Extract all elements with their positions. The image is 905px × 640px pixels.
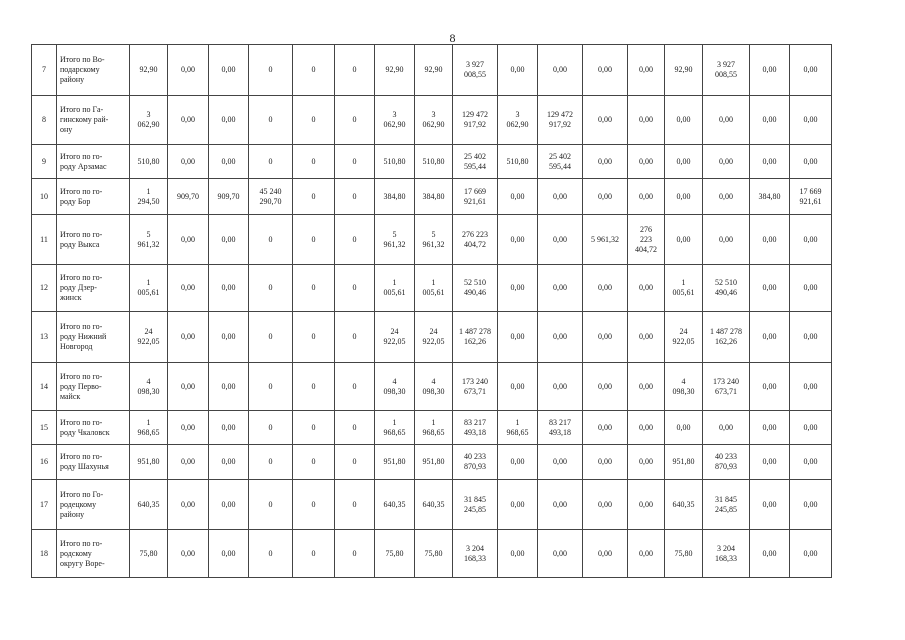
table-cell: 1 005,61 (415, 265, 453, 312)
table-cell: 5 961,32 (375, 215, 415, 265)
table-cell: 0 (293, 265, 335, 312)
table-cell: 0 (249, 45, 293, 96)
table-cell: 640,35 (415, 480, 453, 530)
table-cell: 0,00 (665, 411, 703, 445)
table-cell: 0,00 (750, 145, 790, 179)
table-cell: 0,00 (628, 145, 665, 179)
table-cell: 0,00 (538, 363, 583, 411)
table-row (32, 480, 832, 530)
table-cell: 0,00 (583, 312, 628, 363)
table-cell: 0 (293, 363, 335, 411)
table-cell: 0,00 (628, 411, 665, 445)
table-cell: 129 472 917,92 (538, 96, 583, 145)
table-cell: 0,00 (665, 96, 703, 145)
table-row (32, 265, 832, 312)
table-row (32, 363, 832, 411)
table-cell: 0 (249, 480, 293, 530)
table-cell: 0,00 (750, 215, 790, 265)
table-cell: 0 (335, 445, 375, 480)
table-cell: 0 (335, 215, 375, 265)
row-number: 10 (32, 179, 57, 215)
table-cell: 3 062,90 (415, 96, 453, 145)
table-cell: 0,00 (538, 480, 583, 530)
table-cell: 384,80 (750, 179, 790, 215)
table-cell: 0 (249, 96, 293, 145)
table-cell: 0 (293, 411, 335, 445)
table-cell: 3 204 168,33 (453, 530, 498, 578)
table-cell: 0,00 (209, 445, 249, 480)
table-cell: 0 (335, 96, 375, 145)
table-cell: 0,00 (498, 265, 538, 312)
table-cell: 0,00 (703, 145, 750, 179)
table-cell: 0,00 (750, 363, 790, 411)
table-cell: 0,00 (790, 363, 832, 411)
table-cell: 0,00 (583, 480, 628, 530)
row-number: 13 (32, 312, 57, 363)
row-number: 16 (32, 445, 57, 480)
table-cell: 129 472 917,92 (453, 96, 498, 145)
table-cell: 0,00 (168, 265, 209, 312)
table-cell: 0,00 (498, 45, 538, 96)
table-cell: 0,00 (790, 96, 832, 145)
table-cell: 0,00 (703, 179, 750, 215)
table-cell: 0,00 (538, 530, 583, 578)
table-cell: 1 968,65 (415, 411, 453, 445)
table-cell: 0,00 (665, 179, 703, 215)
table-cell: 0,00 (538, 179, 583, 215)
table-cell: 0 (293, 96, 335, 145)
table-cell: 384,80 (415, 179, 453, 215)
table-cell: 0,00 (790, 145, 832, 179)
table-cell: 0,00 (583, 411, 628, 445)
table-cell: 909,70 (168, 179, 209, 215)
table-cell: 75,80 (665, 530, 703, 578)
table-cell: 0,00 (790, 480, 832, 530)
table-cell: 0,00 (538, 215, 583, 265)
table-cell: 0 (335, 312, 375, 363)
row-name: Итого по го- роду Перво- майск (57, 363, 130, 411)
table-cell: 1 487 278 162,26 (703, 312, 750, 363)
table-cell: 92,90 (665, 45, 703, 96)
table-cell: 0,00 (628, 312, 665, 363)
table-cell: 31 845 245,85 (453, 480, 498, 530)
table-cell: 0 (335, 45, 375, 96)
table-cell: 0,00 (750, 96, 790, 145)
table-cell: 510,80 (375, 145, 415, 179)
table-cell: 0 (249, 530, 293, 578)
table-cell: 0,00 (168, 215, 209, 265)
table-cell: 31 845 245,85 (703, 480, 750, 530)
table-cell: 0,00 (538, 265, 583, 312)
page-number: 8 (449, 31, 456, 45)
table-cell: 0 (335, 530, 375, 578)
table-cell: 0,00 (168, 445, 209, 480)
table-cell: 24 922,05 (415, 312, 453, 363)
table-cell: 640,35 (130, 480, 168, 530)
row-name: Итого по го- родскому округу Воре- (57, 530, 130, 578)
table-row (32, 179, 832, 215)
table-cell: 0,00 (628, 265, 665, 312)
table-row (32, 530, 832, 578)
table-cell: 0,00 (703, 215, 750, 265)
table-cell: 0,00 (750, 265, 790, 312)
table-cell: 0,00 (498, 363, 538, 411)
table-cell: 0,00 (209, 265, 249, 312)
table-cell: 0,00 (628, 445, 665, 480)
table-cell: 0,00 (209, 411, 249, 445)
table-cell: 0,00 (168, 145, 209, 179)
row-number: 11 (32, 215, 57, 265)
table-cell: 0,00 (583, 445, 628, 480)
table-cell: 0,00 (209, 215, 249, 265)
table-cell: 0,00 (790, 530, 832, 578)
table-cell: 640,35 (375, 480, 415, 530)
row-name: Итого по Го- родецкому району (57, 480, 130, 530)
data-table (31, 44, 832, 578)
table-cell: 0,00 (168, 96, 209, 145)
table-cell: 0,00 (209, 363, 249, 411)
table-cell: 17 669 921,61 (453, 179, 498, 215)
table-cell: 510,80 (498, 145, 538, 179)
table-cell: 1 968,65 (130, 411, 168, 445)
table-cell: 0,00 (209, 480, 249, 530)
table-cell: 92,90 (415, 45, 453, 96)
table-cell: 0,00 (168, 312, 209, 363)
table-cell: 276 223 404,72 (453, 215, 498, 265)
table-cell: 0,00 (750, 45, 790, 96)
table-cell: 0,00 (209, 530, 249, 578)
table-cell: 951,80 (665, 445, 703, 480)
table-cell: 0 (335, 480, 375, 530)
table-cell: 52 510 490,46 (703, 265, 750, 312)
table-cell: 0 (293, 445, 335, 480)
table-cell: 0,00 (498, 312, 538, 363)
table-cell: 0,00 (628, 96, 665, 145)
table-cell: 4 098,30 (375, 363, 415, 411)
table-cell: 276 223 404,72 (628, 215, 665, 265)
table-cell: 0 (293, 215, 335, 265)
row-name: Итого по го- роду Дзер- жинск (57, 265, 130, 312)
table-cell: 0 (293, 480, 335, 530)
table-cell: 5 961,32 (415, 215, 453, 265)
table-cell: 0 (293, 179, 335, 215)
table-cell: 0,00 (665, 215, 703, 265)
table-cell: 0,00 (628, 45, 665, 96)
table-cell: 0,00 (628, 480, 665, 530)
row-number: 15 (32, 411, 57, 445)
table-cell: 0,00 (583, 265, 628, 312)
table-cell: 24 922,05 (375, 312, 415, 363)
table-cell: 92,90 (130, 45, 168, 96)
table-cell: 0,00 (498, 480, 538, 530)
table-cell: 0 (249, 445, 293, 480)
row-number: 12 (32, 265, 57, 312)
table-cell: 0,00 (750, 530, 790, 578)
table-cell: 5 961,32 (583, 215, 628, 265)
table-cell: 0 (335, 265, 375, 312)
table-cell: 0 (293, 530, 335, 578)
table-cell: 40 233 870,93 (453, 445, 498, 480)
table-cell: 25 402 595,44 (453, 145, 498, 179)
table-cell: 83 217 493,18 (538, 411, 583, 445)
table-cell: 1 968,65 (498, 411, 538, 445)
table-cell: 909,70 (209, 179, 249, 215)
table-cell: 17 669 921,61 (790, 179, 832, 215)
row-name: Итого по Га- гинскому рай- ону (57, 96, 130, 145)
table-cell: 0,00 (168, 411, 209, 445)
table-cell: 0,00 (665, 145, 703, 179)
table-cell: 0 (293, 312, 335, 363)
table-cell: 0 (249, 145, 293, 179)
table-cell: 951,80 (375, 445, 415, 480)
table-row (32, 215, 832, 265)
table-cell: 3 062,90 (498, 96, 538, 145)
table-cell: 1 005,61 (665, 265, 703, 312)
table-cell: 0 (293, 45, 335, 96)
table-cell: 0,00 (583, 363, 628, 411)
table-cell: 0 (335, 179, 375, 215)
table-cell: 0,00 (209, 45, 249, 96)
table-cell: 0,00 (209, 145, 249, 179)
table-cell: 951,80 (130, 445, 168, 480)
table-cell: 83 217 493,18 (453, 411, 498, 445)
table-cell: 0 (335, 411, 375, 445)
table-cell: 40 233 870,93 (703, 445, 750, 480)
table-cell: 92,90 (375, 45, 415, 96)
table-cell: 25 402 595,44 (538, 145, 583, 179)
table-cell: 0 (293, 145, 335, 179)
table-cell: 0,00 (538, 45, 583, 96)
table-cell: 52 510 490,46 (453, 265, 498, 312)
table-cell: 3 062,90 (130, 96, 168, 145)
table-cell: 0,00 (790, 215, 832, 265)
table-cell: 3 204 168,33 (703, 530, 750, 578)
table-row (32, 445, 832, 480)
table-cell: 0,00 (168, 480, 209, 530)
table-cell: 3 927 008,55 (703, 45, 750, 96)
table-cell: 0,00 (498, 530, 538, 578)
row-name: Итого по го- роду Выкса (57, 215, 130, 265)
table-cell: 0,00 (750, 445, 790, 480)
table-row (32, 96, 832, 145)
table-cell: 0,00 (168, 363, 209, 411)
table-cell: 24 922,05 (130, 312, 168, 363)
table-cell: 0,00 (498, 179, 538, 215)
table-cell: 75,80 (130, 530, 168, 578)
table-cell: 0,00 (209, 96, 249, 145)
row-number: 7 (32, 45, 57, 96)
table-cell: 0,00 (750, 480, 790, 530)
table-cell: 0,00 (790, 265, 832, 312)
table-cell: 0 (249, 312, 293, 363)
table-cell: 0 (249, 363, 293, 411)
table-cell: 0,00 (583, 45, 628, 96)
table-cell: 384,80 (375, 179, 415, 215)
table-cell: 45 240 290,70 (249, 179, 293, 215)
table-cell: 0 (249, 265, 293, 312)
table-cell: 510,80 (415, 145, 453, 179)
table-row (32, 145, 832, 179)
table-cell: 0,00 (790, 411, 832, 445)
table-cell: 0,00 (703, 411, 750, 445)
table-cell: 0 (249, 411, 293, 445)
table-cell: 0,00 (498, 445, 538, 480)
table-cell: 0,00 (628, 363, 665, 411)
row-name: Итого по го- роду Нижний Новгород (57, 312, 130, 363)
table-cell: 173 240 673,71 (703, 363, 750, 411)
table-cell: 510,80 (130, 145, 168, 179)
table-cell: 0,00 (583, 530, 628, 578)
table-cell: 1 005,61 (130, 265, 168, 312)
row-name: Итого по го- роду Чкаловск (57, 411, 130, 445)
table-cell: 24 922,05 (665, 312, 703, 363)
row-name: Итого по Во- подарскому району (57, 45, 130, 96)
table-cell: 1 968,65 (375, 411, 415, 445)
table-cell: 5 961,32 (130, 215, 168, 265)
table-row (32, 45, 832, 96)
table-cell: 1 294,50 (130, 179, 168, 215)
table-cell: 0,00 (703, 96, 750, 145)
table-cell: 0,00 (750, 411, 790, 445)
table-cell: 0 (335, 145, 375, 179)
table-cell: 75,80 (375, 530, 415, 578)
table-cell: 0,00 (538, 312, 583, 363)
table-cell: 0,00 (498, 215, 538, 265)
table-cell: 0,00 (583, 145, 628, 179)
table-cell: 4 098,30 (130, 363, 168, 411)
table-cell: 1 487 278 162,26 (453, 312, 498, 363)
table-cell: 0,00 (168, 530, 209, 578)
table-cell: 0,00 (583, 96, 628, 145)
table-cell: 1 005,61 (375, 265, 415, 312)
table-cell: 0,00 (538, 445, 583, 480)
table-cell: 75,80 (415, 530, 453, 578)
row-name: Итого по го- роду Арзамас (57, 145, 130, 179)
table-cell: 0,00 (583, 179, 628, 215)
table-cell: 951,80 (415, 445, 453, 480)
row-number: 17 (32, 480, 57, 530)
row-name: Итого по го- роду Шахунья (57, 445, 130, 480)
table-cell: 3 927 008,55 (453, 45, 498, 96)
table-cell: 4 098,30 (415, 363, 453, 411)
row-number: 18 (32, 530, 57, 578)
table-cell: 640,35 (665, 480, 703, 530)
row-number: 14 (32, 363, 57, 411)
row-name: Итого по го- роду Бор (57, 179, 130, 215)
table-cell: 0 (335, 363, 375, 411)
table-cell: 0 (249, 215, 293, 265)
table-cell: 0,00 (209, 312, 249, 363)
row-number: 8 (32, 96, 57, 145)
table-cell: 0,00 (750, 312, 790, 363)
table-cell: 0,00 (168, 45, 209, 96)
table-cell: 0,00 (628, 179, 665, 215)
table-row (32, 312, 832, 363)
table-row (32, 411, 832, 445)
table-cell: 0,00 (628, 530, 665, 578)
table-cell: 0,00 (790, 45, 832, 96)
table-cell: 173 240 673,71 (453, 363, 498, 411)
table-cell: 3 062,90 (375, 96, 415, 145)
table-cell: 0,00 (790, 312, 832, 363)
table-cell: 4 098,30 (665, 363, 703, 411)
table-cell: 0,00 (790, 445, 832, 480)
row-number: 9 (32, 145, 57, 179)
